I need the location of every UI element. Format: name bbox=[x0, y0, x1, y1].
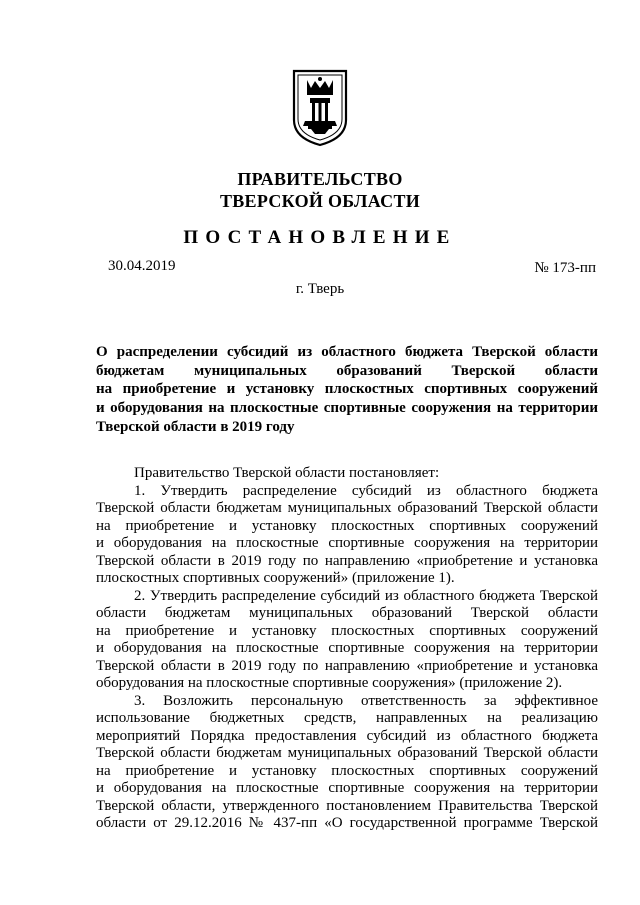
document-subject bbox=[96, 343, 598, 436]
body-line: на приобретение и установку плоскостных спортивных сооружений bbox=[96, 517, 598, 534]
government-title-line1: ПРАВИТЕЛЬСТВО bbox=[237, 169, 403, 189]
subject-line: бюджетам муниципальных образований Тверской области bbox=[96, 362, 598, 379]
body-line: области бюджетам муниципальных образований Тверской области bbox=[96, 605, 598, 621]
subject-line: О распределении субсидий из областного бюджета Тверской области bbox=[96, 344, 598, 360]
body-line: оборудования на плоскостные спортивные сооружения» (приложение 2). bbox=[96, 675, 563, 691]
document-date: 30.04.2019 bbox=[108, 258, 176, 274]
body-line: 3. Возложить персональную ответственность за эффективное bbox=[134, 692, 598, 709]
body-line: и оборудования на плоскостные спортивные сооружения на территории bbox=[96, 535, 598, 551]
document-number: № 173-пп bbox=[534, 260, 596, 276]
body-line: и оборудования на плоскостные спортивные сооружения на территории bbox=[96, 640, 598, 656]
body-line: мероприятий Порядка предоставления субсидий из областного бюджета bbox=[96, 727, 598, 744]
body-line: Тверской области бюджетам муниципальных образований Тверской области bbox=[96, 745, 598, 761]
document-type: ПОСТАНОВЛЕНИЕ bbox=[183, 227, 457, 248]
government-title-line2: ТВЕРСКОЙ ОБЛАСТИ bbox=[219, 191, 421, 211]
body-line: Тверской области, утвержденного постановлением Правительства Тверской bbox=[96, 797, 598, 814]
subject-line: Тверской области в 2019 году bbox=[96, 418, 295, 435]
body-line: области от 29.12.2016 № 437-пп «О государственной программе Тверской bbox=[96, 815, 598, 831]
body-line: Тверской области бюджетам муниципальных образований Тверской области bbox=[96, 500, 598, 516]
body-line: плоскостных спортивных сооружений» (приложение 1). bbox=[96, 570, 455, 586]
subject-line: на приобретение и установку плоскостных спортивных сооружений bbox=[96, 381, 598, 398]
document-city: г. Тверь bbox=[295, 281, 345, 297]
document-body bbox=[96, 465, 598, 833]
body-line: Правительство Тверской области постановляет: bbox=[134, 465, 440, 481]
subject-line: и оборудования на плоскостные спортивные сооружения на территории bbox=[96, 400, 598, 417]
body-line: Тверской области в 2019 году по направлению «приобретение и установка bbox=[96, 657, 598, 674]
body-line: Тверской области в 2019 году по направлению «приобретение и установка bbox=[96, 552, 598, 569]
coat-of-arms-icon bbox=[291, 68, 349, 148]
body-line: использование бюджетных средств, направленных на реализацию bbox=[96, 710, 598, 726]
body-line: на приобретение и установку плоскостных спортивных сооружений bbox=[96, 622, 598, 639]
body-line: 1. Утвердить распределение субсидий из областного бюджета bbox=[134, 482, 598, 499]
body-line: на приобретение и установку плоскостных спортивных сооружений bbox=[96, 762, 598, 779]
body-line: 2. Утвердить распределение субсидий из областного бюджета Тверской bbox=[134, 587, 598, 604]
body-line: и оборудования на плоскостные спортивные сооружения на территории bbox=[96, 780, 598, 796]
